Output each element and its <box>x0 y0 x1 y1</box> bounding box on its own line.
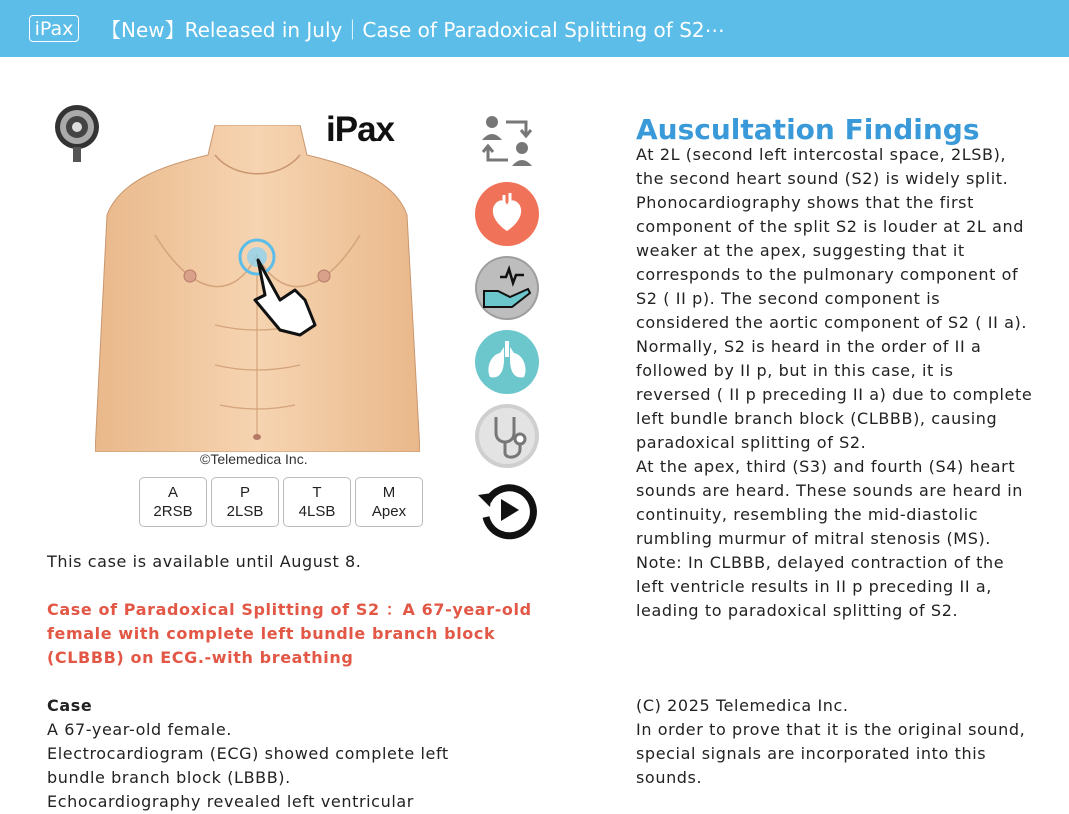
point-code: M <box>382 484 396 501</box>
findings-line: sounds are heard. These sounds are heard in <box>636 481 1024 500</box>
findings-line: Normally, S2 is heard in the order of II a <box>636 337 982 356</box>
findings-line: At 2L (second left intercostal space, 2LSB), <box>636 145 1007 164</box>
case-heading: Case <box>47 696 93 715</box>
lungs-icon[interactable] <box>474 329 540 395</box>
case-title-line: Case of Paradoxical Splitting of S2 ：A 67-year-old <box>47 600 532 619</box>
point-label: 2RSB <box>153 503 193 520</box>
image-copyright: ©Telemedica Inc. <box>200 451 308 467</box>
case-line: Echocardiography revealed left ventricular <box>47 792 414 811</box>
point-label: Apex <box>371 503 407 520</box>
pulse-hand-icon[interactable] <box>474 255 540 321</box>
findings-line: left bundle branch block (CLBBB), causing <box>636 409 998 428</box>
swap-users-icon[interactable] <box>474 108 540 174</box>
case-title-line: female with complete left bundle branch block <box>47 624 496 643</box>
findings-line: reversed ( II p preceding II a) due to complete <box>636 385 1033 404</box>
copyright-footer <box>636 694 1056 790</box>
footer-line: In order to prove that it is the original sound, <box>636 720 1026 739</box>
findings-line: corresponds to the pulmonary component of <box>636 265 1019 284</box>
findings-line: At the apex, third (S3) and fourth (S4) heart <box>636 457 1016 476</box>
footer-line: (C) 2025 Telemedica Inc. <box>636 696 849 715</box>
findings-line: the second heart sound (S2) is widely split. <box>636 169 1009 188</box>
point-label: 4LSB <box>298 503 336 520</box>
ipax-brand-logo: iPax <box>326 110 394 149</box>
top-bar <box>0 0 1069 57</box>
point-code: P <box>239 484 250 501</box>
findings-line: paradoxical splitting of S2. <box>636 433 867 452</box>
auscultation-point-buttons <box>139 477 423 527</box>
case-line: bundle branch block (LBBB). <box>47 768 291 787</box>
point-button-m[interactable] <box>355 477 423 527</box>
case-line: Electrocardiogram (ECG) showed complete left <box>47 744 449 763</box>
footer-line: sounds. <box>636 768 703 787</box>
findings-line: left ventricle results in II p preceding II a, <box>636 577 992 596</box>
findings-heading: Auscultation Findings <box>636 113 980 146</box>
point-label: 2LSB <box>226 503 264 520</box>
point-button-a[interactable] <box>139 477 207 527</box>
findings-line: leading to paradoxical splitting of S2. <box>636 601 959 620</box>
page-title: 【New】Released in July｜Case of Paradoxical Splitting of S2⋯ <box>101 18 725 42</box>
point-button-t[interactable] <box>283 477 351 527</box>
findings-line: followed by II p, but in this case, it is <box>636 361 954 380</box>
findings-line: considered the aortic component of S2 ( II a). <box>636 313 1028 332</box>
findings-line: Phonocardiography shows that the first <box>636 193 974 212</box>
torso-illustration[interactable] <box>95 125 420 452</box>
point-button-p[interactable] <box>211 477 279 527</box>
replay-icon[interactable] <box>474 477 540 543</box>
findings-text <box>636 143 1056 623</box>
point-code: T <box>312 484 322 501</box>
findings-line: rumbling murmur of mitral stenosis (MS). <box>636 529 991 548</box>
findings-line: S2 ( II p). The second component is <box>636 289 941 308</box>
footer-line: special signals are incorporated into this <box>636 744 987 763</box>
findings-line: weaker at the apex, suggesting that it <box>636 241 965 260</box>
home-logo-button[interactable]: iPax <box>29 15 79 42</box>
case-title <box>47 598 567 670</box>
stethoscope-icon[interactable] <box>474 403 540 469</box>
findings-line: continuity, resembling the mid-diastolic <box>636 505 979 524</box>
case-line: A 67-year-old female. <box>47 720 232 739</box>
case-title-line: (CLBBB) on ECG.-with breathing <box>47 648 354 667</box>
case-description <box>47 718 517 814</box>
point-code: A <box>167 484 178 501</box>
findings-line: component of the split S2 is louder at 2L and <box>636 217 1024 236</box>
availability-note: This case is available until August 8. <box>47 552 362 571</box>
findings-line: Note: In CLBBB, delayed contraction of the <box>636 553 1005 572</box>
heart-icon[interactable] <box>474 181 540 247</box>
